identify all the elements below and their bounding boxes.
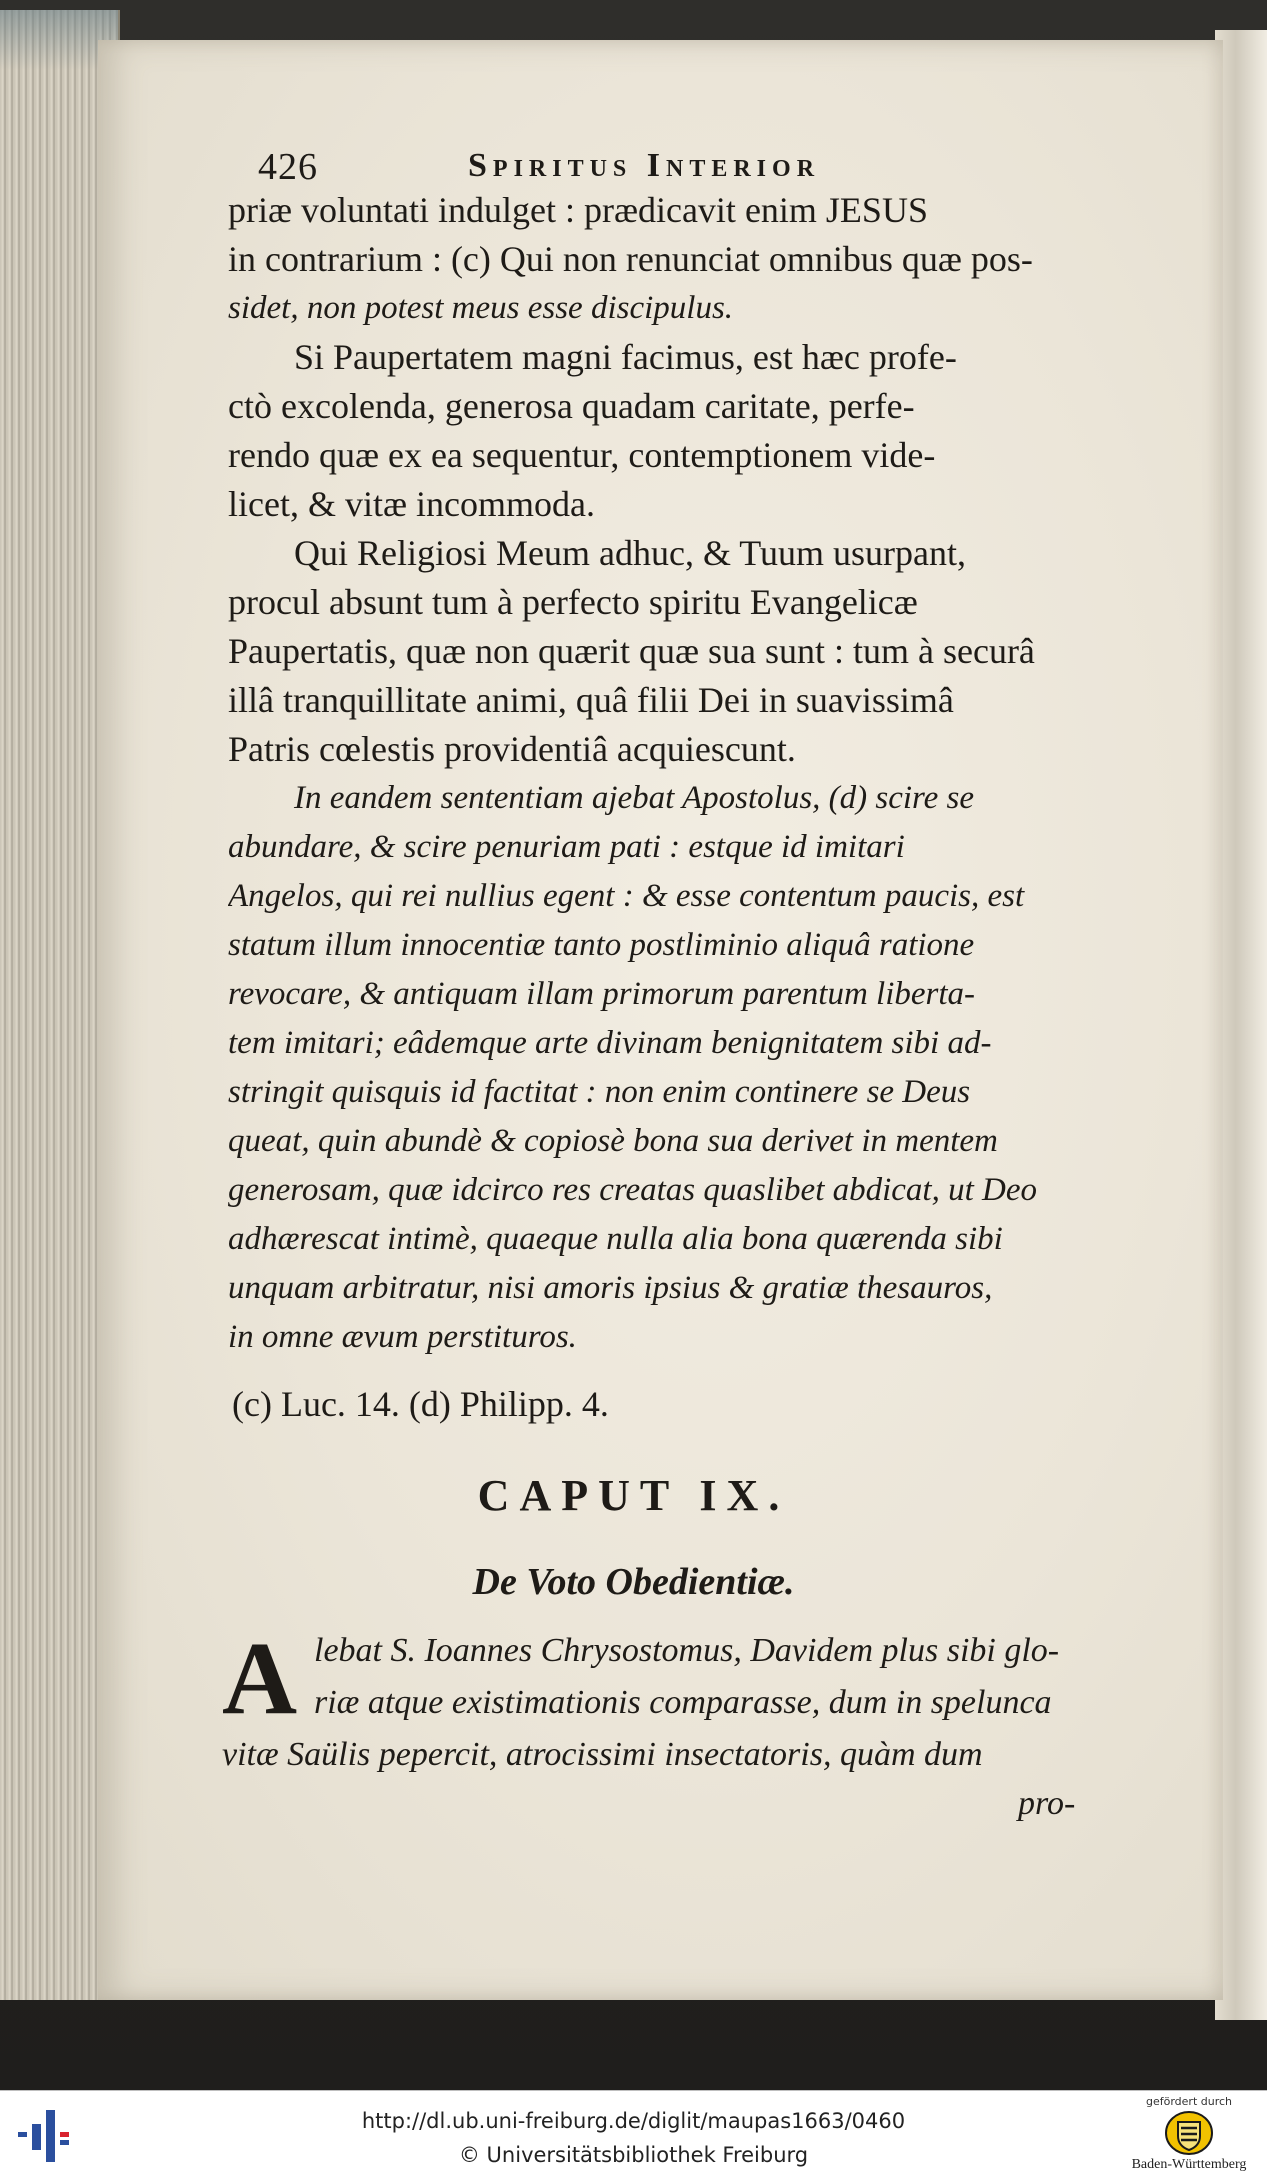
text-line: lebat S. Ioannes Chrysostomus, Davidem plus sibi glo-: [314, 1632, 1060, 1669]
viewer-footer: [0, 2090, 1267, 2180]
text-line: unquam arbitratur, nisi amoris ipsius & gratiæ thesauros,: [228, 1270, 993, 1306]
text-line: Angelos, qui rei nullius egent : & esse contentum paucis, est: [228, 878, 1025, 914]
sponsor-name: Baden-Württemberg: [1131, 2157, 1247, 2172]
chapter-subtitle: De Voto Obedientiæ.: [472, 1561, 795, 1603]
text-line: queat, quin abundè & copiosè bona sua derivet in mentem: [228, 1123, 998, 1159]
text-line: rendo quæ ex ea sequentur, contemptionem vide-: [228, 435, 936, 475]
text-line: priæ voluntati indulget : prædicavit enim JESUS: [228, 190, 928, 230]
text-line: adhærescat intimè, quaeque nulla alia bona quærenda sibi: [228, 1221, 1003, 1257]
text-line: statum illum innocentiæ tanto postliminio aliquâ ratione: [228, 927, 975, 963]
text-line: Si Paupertatem magni facimus, est hæc profe-: [294, 337, 957, 377]
permalink-url[interactable]: http://dl.ub.uni-freiburg.de/diglit/maupas1663/0460: [361, 2109, 906, 2133]
text-line: revocare, & antiquam illam primorum parentum liberta-: [228, 976, 976, 1012]
text-line: licet, & vitæ incommoda.: [228, 484, 595, 524]
catchword: pro-: [1018, 1785, 1076, 1822]
text-line: sidet, non potest meus esse discipulus.: [228, 290, 734, 326]
text-line: tem imitari; eâdemque arte divinam benignitatem sibi ad-: [228, 1025, 992, 1061]
text-line: illâ tranquillitate animi, quâ filii Dei in suavissimâ: [228, 680, 954, 720]
baden-wuerttemberg-emblem-icon: [1164, 2110, 1214, 2156]
page-number: 426: [258, 146, 318, 188]
text-line: stringit quisquis id factitat : non enim continere se Deus: [228, 1074, 971, 1110]
text-line: in contrarium : (c) Qui non renunciat omnibus quæ pos-: [228, 239, 1033, 279]
text-line: In eandem sententiam ajebat Apostolus, (d) scire se: [294, 780, 975, 816]
text-line: Qui Religiosi Meum adhuc, & Tuum usurpant,: [294, 533, 967, 573]
text-line: vitæ Saülis pepercit, atrocissimi insectatoris, quàm dum: [222, 1736, 983, 1773]
chapter-heading: CAPUT IX.: [477, 1471, 790, 1520]
text-line: generosam, quæ idcirco res creatas quaslibet abdicat, ut Deo: [228, 1172, 1037, 1208]
body-text: [228, 186, 1128, 1362]
text-line: Paupertatis, quæ non quærit quæ sua sunt : tum à securâ: [228, 631, 1035, 671]
text-line: abundare, & scire penuriam pati : estque id imitari: [228, 829, 905, 865]
text-line: ctò excolenda, generosa quadam caritate, perfe-: [228, 386, 915, 426]
text-line: Patris cœlestis providentiâ acquiescunt.: [228, 729, 796, 769]
text-line: procul absunt tum à perfecto spiritu Evangelicæ: [228, 582, 918, 622]
text-line: in omne ævum perstituros.: [228, 1319, 577, 1355]
copyright-notice: © Universitätsbibliothek Freiburg: [458, 2143, 809, 2167]
running-title: Spiritus Interior: [468, 147, 821, 184]
footnotes: (c) Luc. 14. (d) Philipp. 4.: [232, 1384, 609, 1424]
drop-cap: A: [222, 1621, 298, 1736]
sponsor-label: gefördert durch: [1145, 2095, 1233, 2108]
page-header: [258, 145, 978, 188]
text-line: riæ atque existimationis comparasse, dum in spelunca: [314, 1684, 1052, 1721]
sponsor-block: [1129, 2095, 1249, 2179]
chapter-text: [222, 1621, 1122, 1781]
